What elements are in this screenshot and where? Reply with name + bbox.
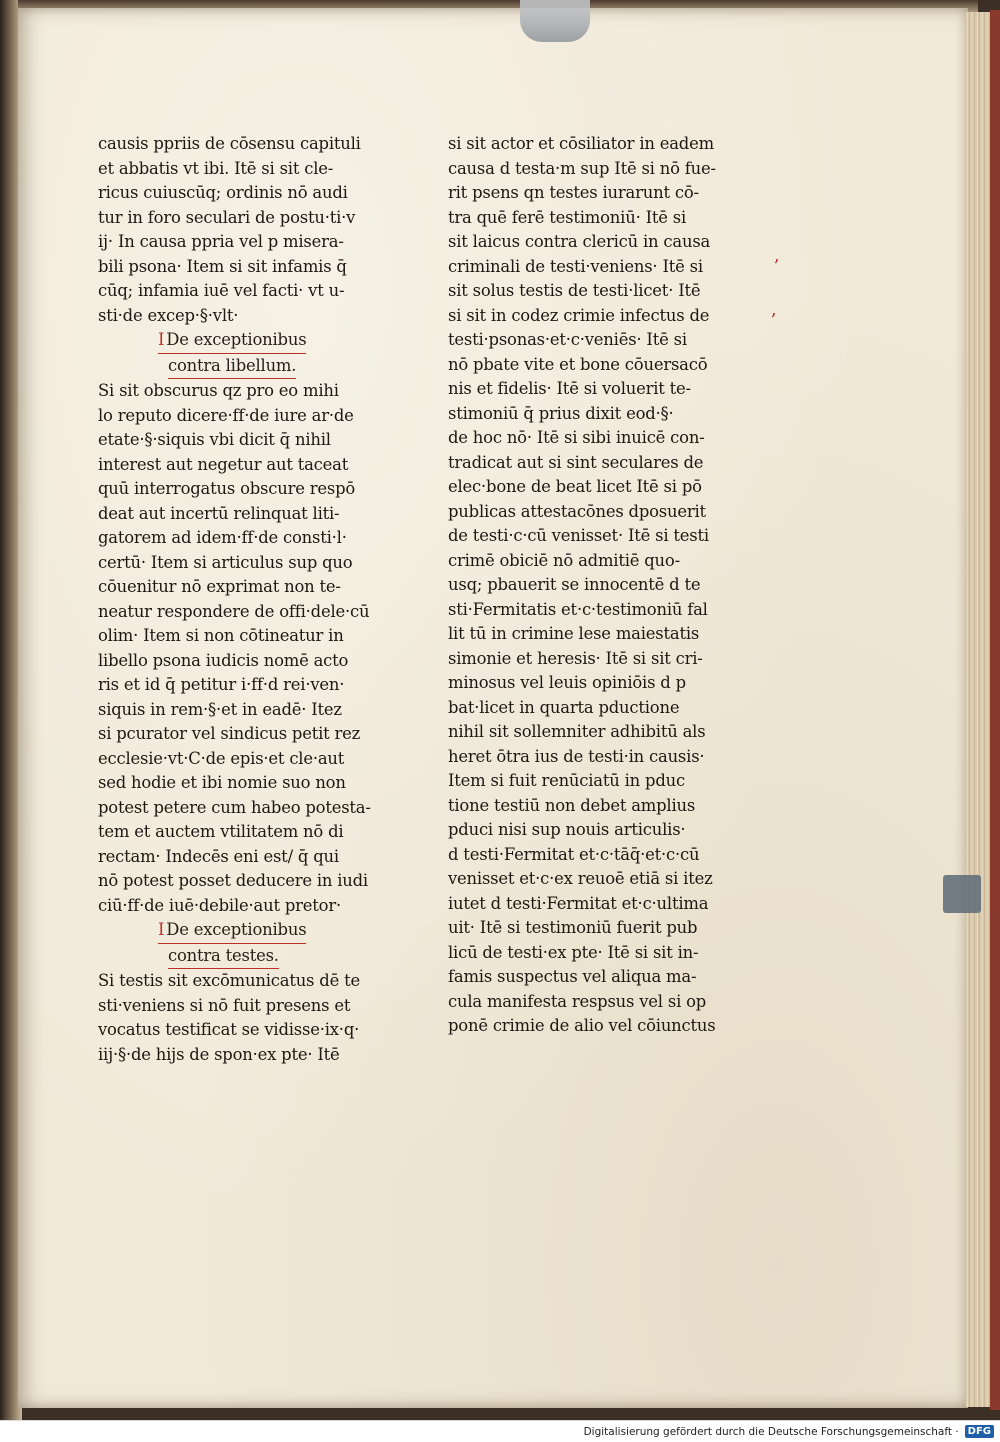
page-marker-tab — [943, 875, 981, 913]
text-line: ponē crimie de alio vel cōiunctus — [448, 1016, 716, 1035]
text-line: tione testiū non debet amplius — [448, 795, 696, 815]
text-line: d testi·Fermitat et·c·tāq̄·et·c·cū — [448, 844, 700, 864]
text-line: iutet d testi·Fermitat et·c·ultima — [448, 893, 709, 913]
text-line: tradicat aut si sint seculares de — [448, 452, 704, 472]
text-line: ecclesie·vt·C·de epis·et cle·aut — [98, 748, 345, 768]
text-line: heret ōtra ius de testi·in causis· — [448, 746, 705, 766]
text-line: interest aut negetur aut taceat — [98, 454, 349, 474]
heading-line: contra libellum. — [168, 355, 297, 375]
text-line: de hoc nō· Itē si sibi inuicē con- — [448, 428, 705, 447]
text-line: olim· Item si non cōtineatur in — [98, 626, 344, 645]
text-column-left — [98, 132, 408, 1067]
text-line: quū interrogatus obscure respō — [98, 479, 356, 498]
text-line: nō pbate vite et bone cōuersacō — [448, 354, 708, 374]
text-line: sti·de excep·§·vlt· — [98, 305, 239, 325]
funding-credit-text: Digitalisierung gefördert durch die Deutsche Forschungsgemeinschaft · — [583, 1425, 959, 1438]
text-line: iij·§·de hijs de spon·ex pte· Itē — [98, 1044, 340, 1064]
section-heading-continued — [168, 354, 296, 380]
text-line: sti·Fermitatis et·c·testimoniū fal — [448, 599, 708, 619]
text-line: tra quē ferē testimoniū· Itē si — [448, 207, 687, 227]
text-line: bat·licet in quarta pductione — [448, 697, 680, 717]
text-line: ricus cuiuscūq; ordinis nō audi — [98, 183, 348, 202]
text-line: cōuenitur nō exprimat non te- — [98, 577, 341, 596]
text-line: Item si fuit renūciatū in pduc — [448, 771, 685, 790]
text-line: si pcurator vel sindicus petit rez — [98, 724, 361, 743]
text-line: publicas attestacōnes dposuerit — [448, 501, 706, 521]
text-line: lit tū in crimine lese maiestatis — [448, 624, 700, 643]
text-line: deat aut incertū relinquat liti- — [98, 503, 340, 523]
text-line: vocatus testificat se vidisse·ix·q· — [98, 1020, 360, 1039]
rubric-mark: I — [158, 330, 165, 349]
text-line: elec·bone de beat licet Itē si pō — [448, 477, 702, 496]
text-line: sed hodie et ibi nomie suo non — [98, 773, 346, 792]
text-line: criminali de testi·veniens· Itē si — [448, 256, 703, 276]
text-line: gatorem ad idem·ff·de consti·l· — [98, 528, 347, 547]
text-line: libello psona iudicis nomē acto — [98, 650, 349, 670]
text-line: cūq; infamia iuē vel facti· vt u- — [98, 281, 345, 300]
text-line: ris et id q̄ petitur i·ff·d rei·ven· — [98, 675, 345, 694]
red-margin-mark: ʼ — [770, 310, 776, 331]
text-line: lo reputo dicere·ff·de iure ar·de — [98, 405, 354, 425]
text-line: tur in foro seculari de postu·ti·v — [98, 207, 356, 227]
text-line: si sit actor et cōsiliator in eadem — [448, 134, 714, 153]
text-column-right — [448, 132, 748, 1039]
red-margin-mark: ʼ — [773, 256, 779, 277]
text-line: certū· Item si articulus sup quo — [98, 552, 353, 572]
text-line: sit solus testis de testi·licet· Itē — [448, 281, 701, 300]
section-heading — [158, 328, 306, 354]
text-line: crimē obiciē nō admitiē quo- — [448, 550, 680, 570]
text-line: tem et auctem vtilitatem nō di — [98, 822, 344, 841]
text-line: rectam· Indecēs eni est/ q̄ qui — [98, 846, 339, 866]
heading-line: contra testes. — [168, 945, 279, 965]
page-edges — [966, 12, 992, 1407]
text-line: potest petere cum habeo potesta- — [98, 797, 371, 817]
text-line: sti·veniens si nō fuit presens et — [98, 995, 351, 1015]
text-line: simonie et heresis· Itē si sit cri- — [448, 648, 703, 668]
page-clip — [520, 0, 590, 42]
text-line: licū de testi·ex pte· Itē si sit in- — [448, 942, 699, 962]
text-line: nis et fidelis· Itē si voluerit te- — [448, 379, 691, 398]
text-line: nō potest posset deducere in iudi — [98, 871, 368, 890]
text-line: et abbatis vt ibi. Itē si sit cle- — [98, 158, 334, 178]
text-line: sit laicus contra clericū in causa — [448, 232, 711, 251]
text-line: Si testis sit excōmunicatus dē te — [98, 971, 360, 990]
dfg-logo[interactable]: DFG — [965, 1425, 994, 1438]
text-line: nihil sit sollemniter adhibitū als — [448, 722, 706, 741]
text-line: pduci nisi sup nouis articulis· — [448, 820, 686, 839]
text-line: uit· Itē si testimoniū fuerit pub — [448, 918, 698, 937]
text-line: etate·§·siquis vbi dicit q̄ nihil — [98, 430, 331, 449]
text-line: testi·psonas·et·c·veniēs· Itē si — [448, 330, 687, 349]
digitization-footer — [0, 1420, 1000, 1442]
text-line: siquis in rem·§·et in eadē· Itez — [98, 699, 342, 719]
text-line: ij· In causa ppria vel p misera- — [98, 232, 344, 251]
text-line: causis ppriis de cōsensu capituli — [98, 134, 361, 153]
text-line: cula manifesta respsus vel si op — [448, 991, 707, 1011]
text-line: stimoniū q̄ prius dixit eod·§· — [448, 403, 674, 423]
text-line: minosus vel leuis opiniōis d p — [448, 673, 686, 692]
text-line: venisset et·c·ex reuoē etiā si itez — [448, 869, 713, 888]
text-line: ciū·ff·de iuē·debile·aut pretor· — [98, 895, 341, 915]
heading-line: De exceptionibus — [166, 330, 307, 349]
text-line: famis suspectus vel aliqua ma- — [448, 967, 697, 986]
section-heading-continued — [168, 944, 279, 970]
text-line: usq; pbauerit se innocentē d te — [448, 575, 701, 594]
text-line: neatur respondere de offi·dele·cū — [98, 601, 370, 621]
rubric-mark: I — [158, 920, 165, 939]
book-cover-edge — [990, 10, 1000, 1410]
text-line: de testi·c·cū venisset· Itē si testi — [448, 526, 709, 545]
text-line: rit psens qn testes iurarunt cō- — [448, 183, 699, 202]
text-line: Si sit obscurus qz pro eo mihi — [98, 381, 339, 400]
text-line: bili psona· Item si sit infamis q̄ — [98, 256, 347, 276]
text-line: si sit in codez crimie infectus de — [448, 305, 710, 325]
heading-line: De exceptionibus — [166, 920, 307, 939]
text-line: causa d testa·m sup Itē si nō fue- — [448, 158, 716, 178]
section-heading — [158, 918, 306, 944]
